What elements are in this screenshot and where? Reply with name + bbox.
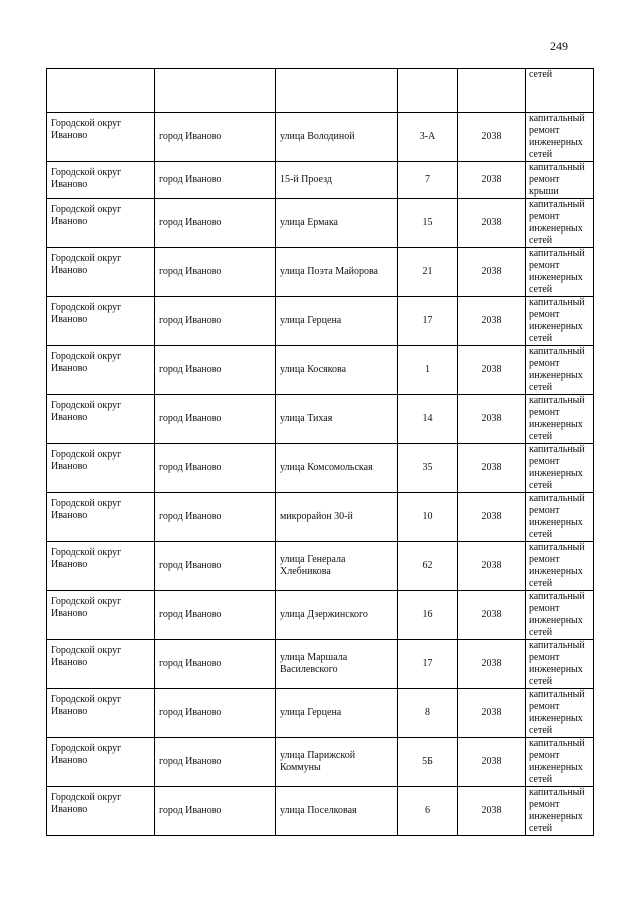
cell-work-type: капитальный ремонт инженерных сетей bbox=[526, 199, 594, 248]
cell-year: 2038 bbox=[458, 346, 526, 395]
cell-street: улица Поэта Майорова bbox=[276, 248, 398, 297]
table-row bbox=[47, 542, 594, 591]
cell-year: 2038 bbox=[458, 297, 526, 346]
cell-locality: город Иваново bbox=[155, 542, 276, 591]
cell-area: Городской округ Иваново bbox=[47, 542, 155, 591]
cell-work-type: капитальный ремонт инженерных сетей bbox=[526, 640, 594, 689]
cell-house: 5Б bbox=[398, 738, 458, 787]
cell-year: 2038 bbox=[458, 738, 526, 787]
cell-house: 3-А bbox=[398, 113, 458, 162]
table-row bbox=[47, 395, 594, 444]
repair-schedule-table bbox=[46, 68, 594, 836]
table-row bbox=[47, 787, 594, 836]
cell-house: 16 bbox=[398, 591, 458, 640]
cell-house: 14 bbox=[398, 395, 458, 444]
table-row bbox=[47, 346, 594, 395]
cell-work-type: капитальный ремонт инженерных сетей bbox=[526, 689, 594, 738]
cell-locality: город Иваново bbox=[155, 493, 276, 542]
cell-year: 2038 bbox=[458, 395, 526, 444]
cell-street: улица Ермака bbox=[276, 199, 398, 248]
cell-locality: город Иваново bbox=[155, 199, 276, 248]
cell-year: 2038 bbox=[458, 689, 526, 738]
cell-work-type: капитальный ремонт инженерных сетей bbox=[526, 591, 594, 640]
table-row bbox=[47, 689, 594, 738]
table-row bbox=[47, 444, 594, 493]
cell-house: 1 bbox=[398, 346, 458, 395]
cell-locality: город Иваново bbox=[155, 395, 276, 444]
cell-work-type: капитальный ремонт инженерных сетей bbox=[526, 493, 594, 542]
cell-locality: город Иваново bbox=[155, 162, 276, 199]
cell-area: Городской округ Иваново bbox=[47, 591, 155, 640]
cell-locality: город Иваново bbox=[155, 297, 276, 346]
cell-street: улица Косякова bbox=[276, 346, 398, 395]
cell-locality: город Иваново bbox=[155, 346, 276, 395]
cell-area: Городской округ Иваново bbox=[47, 199, 155, 248]
cell-street: микрорайон 30-й bbox=[276, 493, 398, 542]
cell-area: Городской округ Иваново bbox=[47, 787, 155, 836]
cell-house: 7 bbox=[398, 162, 458, 199]
cell-year: 2038 bbox=[458, 162, 526, 199]
table-row bbox=[47, 591, 594, 640]
table-row bbox=[47, 199, 594, 248]
cell-work-type: капитальный ремонт инженерных сетей bbox=[526, 395, 594, 444]
table-row bbox=[47, 493, 594, 542]
cell-house: 21 bbox=[398, 248, 458, 297]
cell-locality: город Иваново bbox=[155, 444, 276, 493]
cell-work-type: капитальный ремонт инженерных сетей bbox=[526, 444, 594, 493]
cell-house: 17 bbox=[398, 640, 458, 689]
cell-year: 2038 bbox=[458, 591, 526, 640]
cell-street: улица Парижской Коммуны bbox=[276, 738, 398, 787]
cell-work-type: капитальный ремонт инженерных сетей bbox=[526, 787, 594, 836]
cell-year: 2038 bbox=[458, 199, 526, 248]
cell-locality: город Иваново bbox=[155, 689, 276, 738]
cell-house: 62 bbox=[398, 542, 458, 591]
cell-year: 2038 bbox=[458, 640, 526, 689]
cell-street: улица Комсомольская bbox=[276, 444, 398, 493]
cell-locality: город Иваново bbox=[155, 248, 276, 297]
cell-locality: город Иваново bbox=[155, 787, 276, 836]
cell-area: Городской округ Иваново bbox=[47, 493, 155, 542]
cell-street: улица Маршала Василевского bbox=[276, 640, 398, 689]
table-row bbox=[47, 640, 594, 689]
cell-work-type: капитальный ремонт инженерных сетей bbox=[526, 248, 594, 297]
cell-year: 2038 bbox=[458, 248, 526, 297]
cell-area: Городской округ Иваново bbox=[47, 444, 155, 493]
cell-year: 2038 bbox=[458, 444, 526, 493]
cell-area: Городской округ Иваново bbox=[47, 113, 155, 162]
cell-work-type: капитальный ремонт инженерных сетей bbox=[526, 738, 594, 787]
cell-street bbox=[276, 69, 398, 113]
cell-locality: город Иваново bbox=[155, 591, 276, 640]
cell-locality: город Иваново bbox=[155, 113, 276, 162]
cell-work-type: сетей bbox=[526, 69, 594, 113]
cell-year: 2038 bbox=[458, 493, 526, 542]
cell-street: улица Генерала Хлебникова bbox=[276, 542, 398, 591]
cell-house: 15 bbox=[398, 199, 458, 248]
cell-street: улица Герцена bbox=[276, 689, 398, 738]
cell-area: Городской округ Иваново bbox=[47, 689, 155, 738]
cell-work-type: капитальный ремонт инженерных сетей bbox=[526, 542, 594, 591]
cell-locality: город Иваново bbox=[155, 738, 276, 787]
cell-area: Городской округ Иваново bbox=[47, 248, 155, 297]
table-row-continuation bbox=[47, 69, 594, 113]
cell-area bbox=[47, 69, 155, 113]
cell-year bbox=[458, 69, 526, 113]
page-number: 249 bbox=[550, 39, 568, 53]
cell-street: улица Поселковая bbox=[276, 787, 398, 836]
cell-area: Городской округ Иваново bbox=[47, 738, 155, 787]
cell-street: улица Герцена bbox=[276, 297, 398, 346]
cell-year: 2038 bbox=[458, 113, 526, 162]
table-body bbox=[47, 69, 594, 836]
cell-area: Городской округ Иваново bbox=[47, 297, 155, 346]
cell-house: 6 bbox=[398, 787, 458, 836]
cell-street: 15-й Проезд bbox=[276, 162, 398, 199]
table-row bbox=[47, 248, 594, 297]
table-row bbox=[47, 297, 594, 346]
cell-house bbox=[398, 69, 458, 113]
cell-street: улица Дзержинского bbox=[276, 591, 398, 640]
cell-year: 2038 bbox=[458, 787, 526, 836]
cell-street: улица Володиной bbox=[276, 113, 398, 162]
cell-street: улица Тихая bbox=[276, 395, 398, 444]
cell-house: 10 bbox=[398, 493, 458, 542]
cell-year: 2038 bbox=[458, 542, 526, 591]
cell-work-type: капитальный ремонт инженерных сетей bbox=[526, 113, 594, 162]
cell-area: Городской округ Иваново bbox=[47, 346, 155, 395]
cell-house: 17 bbox=[398, 297, 458, 346]
cell-work-type: капитальный ремонт инженерных сетей bbox=[526, 346, 594, 395]
cell-work-type: капитальный ремонт крыши bbox=[526, 162, 594, 199]
cell-house: 8 bbox=[398, 689, 458, 738]
cell-area: Городской округ Иваново bbox=[47, 162, 155, 199]
table-row bbox=[47, 113, 594, 162]
cell-locality: город Иваново bbox=[155, 640, 276, 689]
cell-area: Городской округ Иваново bbox=[47, 640, 155, 689]
cell-work-type: капитальный ремонт инженерных сетей bbox=[526, 297, 594, 346]
table-row bbox=[47, 738, 594, 787]
cell-house: 35 bbox=[398, 444, 458, 493]
cell-area: Городской округ Иваново bbox=[47, 395, 155, 444]
cell-locality bbox=[155, 69, 276, 113]
table-row bbox=[47, 162, 594, 199]
